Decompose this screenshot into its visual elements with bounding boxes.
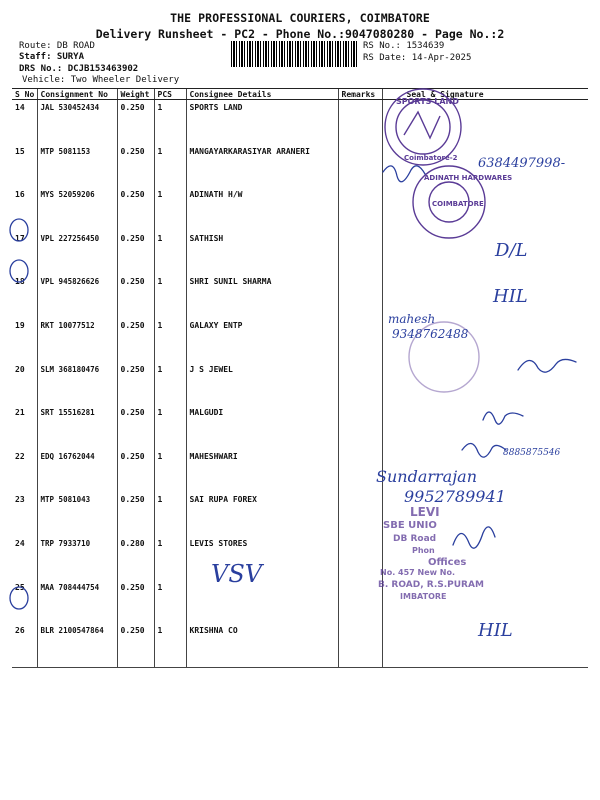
levis-stamp-line: IMBATORE (400, 592, 447, 601)
cell-pcs: 1 (154, 100, 186, 144)
cell-pcs: 1 (154, 580, 186, 624)
cell-pcs: 1 (154, 274, 186, 318)
col-consignment: Consignment No (37, 89, 117, 100)
cell-consignment: VPL 945826626 (37, 274, 117, 318)
cell-consignment: RKT 10077512 (37, 318, 117, 362)
cell-sno: 19 (15, 320, 25, 330)
col-signature: Seal & Signature (382, 89, 588, 100)
cell-consignment: BLR 2100547864 (37, 623, 117, 667)
adinath-stamp-city: COIMBATORE (432, 200, 484, 208)
cell-consignment: SRT 15516281 (37, 405, 117, 449)
cell-weight: 0.250 (117, 580, 154, 624)
cell-weight: 0.250 (117, 318, 154, 362)
cell-pcs: 1 (154, 144, 186, 188)
cell-consignment: MTP 5081043 (37, 492, 117, 536)
sports-land-stamp (385, 89, 461, 165)
cell-consignment: EDQ 16762044 (37, 449, 117, 493)
handwritten-phone: 9952789941 (404, 487, 506, 506)
cell-pcs: 1 (154, 187, 186, 231)
handwritten-initials: D/L (495, 240, 528, 261)
cell-consignee: SHRI SUNIL SHARMA (186, 274, 338, 318)
cell-sno: 22 (15, 451, 25, 461)
cell-sno: 21 (15, 408, 25, 418)
vehicle-label: Vehicle: Two Wheeler Delivery (22, 75, 180, 85)
cell-weight: 0.250 (117, 187, 154, 231)
cell-sno: 24 (15, 538, 25, 548)
signature-scribble (462, 443, 506, 457)
staff-label: Staff: SURYA (19, 52, 85, 62)
cell-sno: 15 (15, 146, 25, 156)
cell-consignee: MALGUDI (186, 405, 338, 449)
cell-pcs: 1 (154, 318, 186, 362)
signature-scribble (383, 166, 425, 182)
cell-consignee: ADINATH H/W (186, 187, 338, 231)
handwritten-phone: 9348762488 (392, 327, 469, 341)
signature-scribble (453, 527, 495, 548)
circle-mark-18 (10, 260, 28, 282)
sports-land-stamp-city: Coimbatore-2 (404, 154, 458, 162)
cell-consignment: MAA 708444754 (37, 580, 117, 624)
cell-consignee: MAHESHWARI (186, 449, 338, 493)
cell-consignee: SATHISH (186, 231, 338, 275)
cell-weight: 0.250 (117, 231, 154, 275)
cell-weight: 0.250 (117, 274, 154, 318)
cell-pcs: 1 (154, 231, 186, 275)
cell-pcs: 1 (154, 623, 186, 667)
cell-consignee: MANGAYARKARASIYAR ARANERI (186, 144, 338, 188)
adinath-stamp (413, 166, 512, 238)
cell-weight: 0.250 (117, 623, 154, 667)
runsheet-subtitle: Delivery Runsheet - PC2 - Phone No.:9047080280 - Page No.:2 (95, 27, 505, 41)
col-pcs: PCS (154, 89, 186, 100)
cell-sno: 14 (15, 103, 25, 112)
cell-pcs: 1 (154, 536, 186, 580)
cell-pcs: 1 (154, 405, 186, 449)
levis-stamp-line: B. ROAD, R.S.PURAM (378, 580, 484, 590)
adinath-stamp-text: ADINATH HARDWARES (424, 174, 513, 182)
cell-sno: 16 (15, 190, 25, 200)
handwritten-initials: VSV (211, 560, 263, 588)
cell-pcs: 1 (154, 449, 186, 493)
cell-weight: 0.280 (117, 536, 154, 580)
cell-weight: 0.250 (117, 405, 154, 449)
sports-land-stamp-text: SPORTS LAND (396, 97, 459, 106)
cell-consignment: MYS 52059206 (37, 187, 117, 231)
levis-stamp-line: DB Road (393, 534, 437, 544)
col-remarks: Remarks (338, 89, 382, 100)
cell-sno: 17 (15, 233, 25, 243)
cell-weight: 0.250 (117, 100, 154, 144)
cell-consignee: SPORTS LAND (186, 100, 338, 144)
col-sno: S No (12, 89, 37, 100)
cell-consignment: MTP 5081153 (37, 144, 117, 188)
col-weight: Weight (117, 89, 154, 100)
cell-sno: 20 (15, 364, 25, 374)
cell-consignment: JAL 530452434 (37, 100, 117, 144)
circle-mark-17 (10, 219, 28, 241)
cell-consignee: KRISHNA CO (186, 623, 338, 667)
col-consignee: Consignee Details (186, 89, 338, 100)
cell-weight: 0.250 (117, 492, 154, 536)
cell-sno: 23 (15, 495, 25, 505)
cell-sno: 26 (12, 623, 37, 667)
cell-pcs: 1 (154, 492, 186, 536)
route-label: Route: DB ROAD (19, 41, 95, 51)
cell-weight: 0.250 (117, 144, 154, 188)
handwritten-name: Sundarrajan (376, 467, 477, 486)
levis-stamp-line: No. 457 New No. (380, 568, 456, 577)
handwritten-initials: HIL (493, 286, 528, 307)
cell-consignee: SAI RUPA FOREX (186, 492, 338, 536)
drs-number: DRS No.: DCJB153463902 (19, 64, 139, 74)
cell-consignment: VPL 227256450 (37, 231, 117, 275)
signature-scribble (483, 412, 523, 424)
handwritten-phone: 8885875546 (503, 448, 561, 458)
rs-number: RS No.: 1534639 (363, 41, 445, 51)
company-title: THE PROFESSIONAL COURIERS, COIMBATORE (170, 11, 430, 25)
handwritten-phone: 6384497998- (478, 156, 566, 171)
cell-consignment: SLM 368180476 (37, 362, 117, 406)
levis-stamp-line: Phon (412, 546, 435, 555)
cell-consignee: LEVIS STORES (186, 536, 338, 580)
cell-sno: 18 (15, 277, 25, 287)
circle-mark-26 (10, 587, 28, 609)
rs-date: RS Date: 14-Apr-2025 (363, 53, 472, 63)
cell-consignee: J S JEWEL (186, 362, 338, 406)
handwritten-initials: HIL (478, 620, 513, 641)
signature-scribble (518, 359, 576, 372)
handwritten-name: mahesh (388, 312, 436, 326)
cell-consignee: GALAXY ENTP (186, 318, 338, 362)
levis-stamp-line: LEVI (410, 505, 440, 519)
levis-stamp (378, 505, 484, 601)
cell-pcs: 1 (154, 362, 186, 406)
levis-stamp-line: SBE UNIO (383, 520, 437, 531)
cell-weight: 0.250 (117, 449, 154, 493)
cell-sno: 25 (15, 582, 25, 592)
levis-stamp-line: Offices (428, 557, 467, 568)
cell-weight: 0.250 (117, 362, 154, 406)
cell-consignment: TRP 7933710 (37, 536, 117, 580)
